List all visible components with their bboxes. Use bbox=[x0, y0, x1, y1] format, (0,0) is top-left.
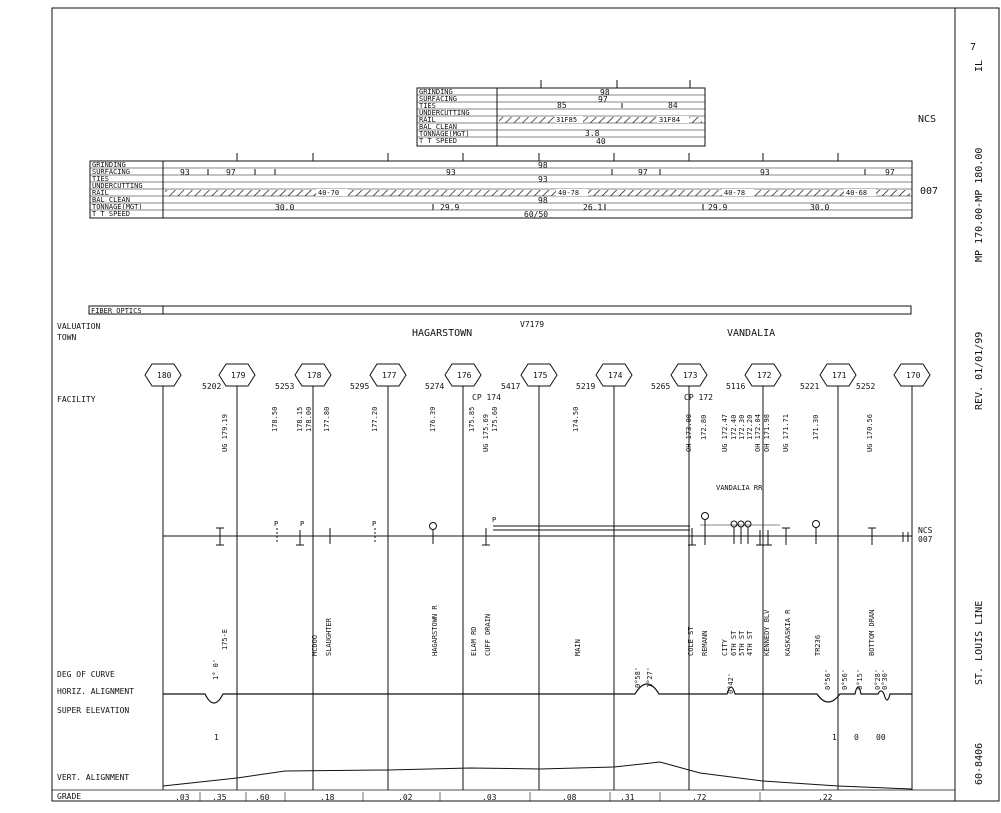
feature-label: MCDOO bbox=[311, 634, 319, 656]
grade-value: .18 bbox=[320, 793, 335, 802]
facility-code: 178.15 bbox=[296, 406, 304, 432]
revision-date: REV. 01/01/99 bbox=[974, 331, 985, 410]
main-bal-clean-value: 98 bbox=[538, 196, 548, 205]
sheet-frame bbox=[52, 8, 955, 801]
feature-label: CITY bbox=[721, 639, 729, 656]
ncs-label-grinding: GRINDING bbox=[419, 88, 453, 96]
main-tonnage-value-5: 30.0 bbox=[810, 203, 830, 212]
facility-code: UG 171.71 bbox=[782, 414, 790, 452]
ncs-ties-value-1: 85 bbox=[557, 101, 567, 110]
main-surfacing-value-5: 93 bbox=[760, 168, 770, 177]
grade-value: .03 bbox=[482, 793, 497, 802]
facility-code: 178.50 bbox=[271, 406, 279, 432]
ncs-label-bal-clean: BAL CLEAN bbox=[419, 123, 457, 131]
ncs-maintenance-table bbox=[417, 80, 936, 146]
horiz-alignment-label: HORIZ. ALIGNMENT bbox=[57, 687, 135, 696]
section-5295: 5295 bbox=[350, 382, 370, 391]
curve-degree: 0°28' bbox=[874, 668, 882, 690]
main-tonnage-value-3: 26.1 bbox=[583, 203, 603, 212]
town-hagarstown: HAGARSTOWN bbox=[412, 328, 473, 339]
valuation-label: VALUATION bbox=[57, 322, 101, 331]
super-elevation-value: 0 bbox=[854, 733, 859, 742]
facility-code: 172.40 bbox=[730, 414, 738, 440]
vertical-alignment-profile bbox=[163, 762, 912, 789]
milepost-175-label: 175 bbox=[533, 371, 548, 380]
main-surfacing-value-2: 97 bbox=[226, 168, 236, 177]
curve-degree: 0°56' bbox=[841, 668, 849, 690]
milepost-171 bbox=[820, 364, 856, 790]
ncs-track-code: NCS bbox=[918, 114, 937, 125]
curve-degree: 1°27' bbox=[646, 666, 654, 688]
feature-label: TR236 bbox=[814, 634, 822, 656]
feature-label: ELAM RD bbox=[470, 626, 478, 656]
state-label: IL bbox=[974, 59, 985, 72]
feature-label: 4TH ST bbox=[746, 630, 754, 656]
section-5202: 5202 bbox=[202, 382, 222, 391]
svg-text:P: P bbox=[300, 520, 305, 528]
facility-code: OH 173.00 bbox=[685, 414, 693, 452]
facility-label: FACILITY bbox=[57, 395, 96, 404]
feature-label: MAIN bbox=[574, 639, 582, 656]
milepost-179-label: 179 bbox=[231, 371, 246, 380]
section-5265: 5265 bbox=[651, 382, 671, 391]
main-rail-value-4: 40-68 bbox=[846, 189, 868, 197]
milepost-180-label: 180 bbox=[157, 371, 172, 380]
facility-code: 175.60 bbox=[491, 406, 499, 432]
main-ties-value: 93 bbox=[538, 175, 548, 184]
main-maintenance-table bbox=[90, 153, 938, 219]
svg-text:P: P bbox=[372, 520, 377, 528]
feature-label: COLE ST bbox=[687, 626, 695, 656]
section-5221: 5221 bbox=[800, 382, 820, 391]
facility-code: 172.30 bbox=[738, 414, 746, 440]
feature-label: REMANN bbox=[701, 630, 709, 656]
main-label-surfacing: SURFACING bbox=[92, 168, 130, 176]
main-surfacing-value-3: 93 bbox=[446, 168, 456, 177]
track-symbols bbox=[216, 513, 908, 546]
grade-value: .02 bbox=[398, 793, 413, 802]
section-5252: 5252 bbox=[856, 382, 876, 391]
ncs-label-undercutting: UNDERCUTTING bbox=[419, 109, 470, 117]
facility-code: 177.80 bbox=[323, 406, 331, 432]
facility-code: UG 172.47 bbox=[721, 414, 729, 452]
section-5219: 5219 bbox=[576, 382, 596, 391]
town-label: TOWN bbox=[57, 333, 77, 342]
sheet-number: 7 bbox=[970, 42, 977, 53]
grade-value: .72 bbox=[692, 793, 707, 802]
main-speed-value: 60/50 bbox=[524, 210, 549, 219]
milepost-172-label: 172 bbox=[757, 371, 772, 380]
horizontal-alignment-line bbox=[163, 684, 912, 703]
main-surfacing-value-4: 97 bbox=[638, 168, 648, 177]
section-5274: 5274 bbox=[425, 382, 445, 391]
main-surfacing-value-6: 97 bbox=[885, 168, 895, 177]
main-label-grinding: GRINDING bbox=[92, 161, 126, 169]
ncs-ties-value-2: 84 bbox=[668, 101, 678, 110]
main-grinding-value: 98 bbox=[538, 161, 548, 170]
fiber-optics-label: FIBER OPTICS bbox=[91, 307, 142, 315]
grade-value: .22 bbox=[818, 793, 833, 802]
fiber-optics-bar bbox=[89, 306, 911, 314]
feature-label: 6TH ST bbox=[730, 630, 738, 656]
super-elevation-label: SUPER ELEVATION bbox=[57, 706, 130, 715]
feature-label: KASKASKIA R bbox=[784, 609, 792, 656]
curve-degree: 0°56' bbox=[824, 668, 832, 690]
track-code-ncs: NCS bbox=[918, 526, 933, 535]
curve-degree: 0°42' bbox=[727, 672, 735, 694]
main-rail-value-3: 40-78 bbox=[724, 189, 746, 197]
main-rail-value-1: 40-70 bbox=[318, 189, 340, 197]
ncs-label-tonnage: TONNAGE(MGT) bbox=[419, 130, 470, 138]
feature-label: HAGARSTOWN R bbox=[431, 605, 439, 656]
facility-code: 174.50 bbox=[572, 406, 580, 432]
facility-code: 176.39 bbox=[429, 406, 437, 432]
main-label-rail: RAIL bbox=[92, 189, 109, 197]
milepost-180 bbox=[145, 364, 181, 790]
curve-degree: 0°30' bbox=[881, 668, 889, 690]
milepost-174-label: 174 bbox=[608, 371, 623, 380]
facility-code: 171.30 bbox=[812, 414, 820, 440]
ncs-speed-value: 40 bbox=[596, 137, 606, 146]
milepost-174 bbox=[596, 364, 632, 790]
curve-degree: 1° 0' bbox=[212, 658, 220, 680]
milepost-171-label: 171 bbox=[832, 371, 847, 380]
valuation-code: V7179 bbox=[520, 320, 545, 329]
facility-code: UG 179.19 bbox=[221, 414, 229, 452]
curve-degree: 0°58' bbox=[634, 666, 642, 688]
main-tonnage-value-2: 29.9 bbox=[440, 203, 460, 212]
milepost-178-label: 178 bbox=[307, 371, 322, 380]
section-5116: 5116 bbox=[726, 382, 746, 391]
grade-value: .35 bbox=[212, 793, 227, 802]
grade-label: GRADE bbox=[57, 792, 82, 801]
ncs-rail-value-1: 31F85 bbox=[556, 116, 578, 124]
main-tonnage-value-4: 29.9 bbox=[708, 203, 728, 212]
milepost-173-label: 173 bbox=[683, 371, 698, 380]
grade-value: .31 bbox=[620, 793, 635, 802]
facility-code: 172.80 bbox=[700, 414, 708, 440]
main-label-undercutting: UNDERCUTTING bbox=[92, 182, 143, 190]
facility-code: 172.20 bbox=[746, 414, 754, 440]
super-elevation-value: 1 bbox=[832, 733, 837, 742]
curve-degree-labels bbox=[212, 659, 889, 694]
section-5253: 5253 bbox=[275, 382, 295, 391]
vert-alignment-label: VERT. ALIGNMENT bbox=[57, 773, 130, 782]
milepost-175 bbox=[521, 364, 557, 790]
grade-value: .08 bbox=[562, 793, 577, 802]
svg-text:P: P bbox=[492, 516, 497, 524]
section-5417: 5417 bbox=[501, 382, 521, 391]
ncs-rail-value-2: 31F84 bbox=[659, 116, 681, 124]
main-surfacing-value-1: 93 bbox=[180, 168, 190, 177]
ncs-label-rail: RAIL bbox=[419, 116, 436, 124]
main-label-tonnage: TONNAGE(MGT) bbox=[92, 203, 143, 211]
curve-degree: 0°15' bbox=[856, 668, 864, 690]
milepost-range: MP 170.00-MP 180.00 bbox=[974, 147, 985, 262]
grade-value: .60 bbox=[255, 793, 270, 802]
feature-label: KENNEDY BLV bbox=[763, 609, 771, 656]
main-label-speed: T T SPEED bbox=[92, 210, 130, 218]
feature-label: SLAUGHTER bbox=[325, 618, 333, 656]
super-elevation-value: 00 bbox=[876, 733, 886, 742]
feature-label: CUFF DRAIN bbox=[484, 613, 492, 656]
milepost-170 bbox=[894, 364, 930, 790]
main-label-ties: TIES bbox=[92, 175, 109, 183]
facility-code: 175.85 bbox=[468, 406, 476, 432]
feature-label: 175-E bbox=[221, 628, 229, 650]
town-vandalia: VANDALIA bbox=[727, 328, 776, 339]
feature-label: 5TH ST bbox=[738, 630, 746, 656]
facility-code: 178.00 bbox=[305, 406, 313, 432]
ncs-tonnage-value: 3.8 bbox=[585, 129, 600, 138]
facility-code: UG 175.69 bbox=[482, 414, 490, 452]
cp-172-label: CP 172 bbox=[684, 393, 713, 402]
main-label-bal-clean: BAL CLEAN bbox=[92, 196, 130, 204]
deg-curve-label: DEG OF CURVE bbox=[57, 670, 115, 679]
feature-label: BOTTOM DRAN bbox=[868, 609, 876, 656]
main-rail-value-2: 40-78 bbox=[558, 189, 580, 197]
ncs-label-surfacing: SURFACING bbox=[419, 95, 457, 103]
vandalia-railroad-label: VANDALIA RR bbox=[716, 484, 763, 492]
ncs-label-speed: T T SPEED bbox=[419, 137, 457, 145]
facility-codes bbox=[221, 407, 874, 452]
main-track-code: 007 bbox=[920, 186, 939, 197]
milepost-176-label: 176 bbox=[457, 371, 472, 380]
facility-code: OH 171.98 bbox=[763, 414, 771, 452]
ncs-grinding-value: 98 bbox=[600, 88, 610, 97]
drawing-number: 60-8406 bbox=[974, 742, 985, 785]
line-name: ST. LOUIS LINE bbox=[974, 600, 985, 685]
track-code-007: 007 bbox=[918, 535, 933, 544]
facility-code: OH 172.04 bbox=[754, 414, 762, 452]
svg-text:P: P bbox=[274, 520, 279, 528]
main-tonnage-value-1: 30.0 bbox=[275, 203, 295, 212]
grade-value: .03 bbox=[175, 793, 190, 802]
milepost-177-label: 177 bbox=[382, 371, 397, 380]
ncs-surfacing-value: 97 bbox=[598, 95, 608, 104]
feature-labels bbox=[221, 605, 876, 656]
ncs-label-ties: TIES bbox=[419, 102, 436, 110]
cp-174-label: CP 174 bbox=[472, 393, 501, 402]
facility-code: 177.20 bbox=[371, 406, 379, 432]
super-elevation-value: 1 bbox=[214, 733, 219, 742]
facility-code: UG 170.56 bbox=[866, 414, 874, 452]
milepost-170-label: 170 bbox=[906, 371, 921, 380]
